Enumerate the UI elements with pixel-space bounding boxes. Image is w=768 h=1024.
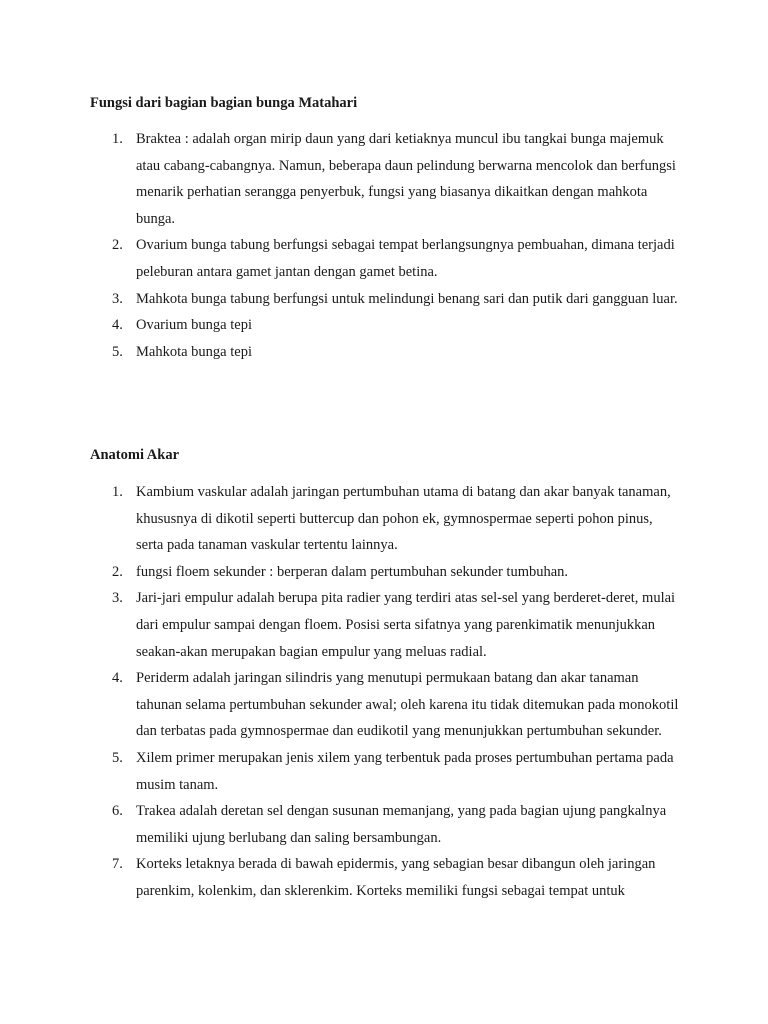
list-item-text: Periderm adalah jaringan silindris yang menutupi permukaan batang dan akar tanaman tahunan selama pertumbuhan sekunder awal; oleh karena itu tidak ditemukan pada monokotil dan terbatas pada gymnospermae dan eudikotil yang menunjukkan pertumbuhan sekunder. [136,670,679,740]
list-item-text: Mahkota bunga tabung berfungsi untuk melindungi benang sari dan putik dari gangguan luar. [136,290,678,307]
list-item-number: 2. [112,237,123,254]
list-item [0,798,768,851]
section-heading-bunga-matahari: Fungsi dari bagian bagian bunga Matahari [90,95,358,111]
list-item-number: 4. [112,317,123,334]
list-item-text: Xilem primer merupakan jenis xilem yang terbentuk pada proses pertumbuhan pertama pada musim tanam. [136,749,674,793]
list-item-number: 2. [112,563,123,580]
list-item-text: Korteks letaknya berada di bawah epidermis, yang sebagian besar dibangun oleh jaringan parenkim, kolenkim, dan sklerenkim. Korteks memiliki fungsi sebagai tempat untuk [136,856,656,899]
list-item-number: 7. [112,856,123,873]
section-heading-anatomi-akar: Anatomi Akar [90,447,180,463]
list-item-text: Mahkota bunga tepi [136,343,252,360]
list-fungsi-bunga-matahari [0,126,768,365]
list-item-text: Ovarium bunga tabung berfungsi sebagai tempat berlangsungnya pembuahan, dimana terjadi peleburan antara gamet jantan dengan gamet betina. [136,237,675,280]
list-item-number: 5. [112,343,123,360]
list-item [0,585,768,665]
list-item-text: Jari-jari empulur adalah berupa pita radier yang terdiri atas sel-sel yang berderet-deret, mulai dari empulur sampai dengan floem. Posisi serta sifatnya yang parenkimatik menunjukkan seakan-akan merupakan bagian empulur yang meluas radial. [136,590,676,660]
list-item [0,479,768,559]
list-item-text: Trakea adalah deretan sel dengan susunan memanjang, yang pada bagian ujung pangkalnya memiliki ujung berlubang dan saling bersambungan. [136,803,667,846]
list-item-text: Ovarium bunga tepi [136,317,252,334]
list-item [0,339,768,366]
list-item [0,559,768,586]
list-item [0,851,768,904]
list-item-text: fungsi floem sekunder : berperan dalam pertumbuhan sekunder tumbuhan. [136,563,569,580]
list-item-number: 1. [112,131,123,147]
list-item-number: 4. [112,670,123,687]
list-item-text: Braktea : adalah organ mirip daun yang dari ketiaknya muncul ibu tangkai bunga majemuk atau cabang-cabangnya. Namun, beberapa daun pelindung berwarna mencolok dan berfungsi menarik perhatian serangga penyerbuk, fungsi yang biasanya dikaitkan dengan mahkota bunga. [136,131,676,227]
list-anatomi-akar [0,479,768,905]
list-item-number: 5. [112,749,123,766]
list-item [0,286,768,313]
list-item-text: Kambium vaskular adalah jaringan pertumbuhan utama di batang dan akar banyak tanaman, khususnya di dikotil seperti buttercup dan pohon ek, gymnospermae seperti pohon pinus, serta pada tanaman vaskular tertentu lainnya. [136,484,671,554]
list-item [0,126,768,232]
list-item-number: 3. [112,590,123,607]
list-item-number: 6. [112,803,123,820]
list-item-number: 1. [112,484,123,500]
list-item-number: 3. [112,290,123,307]
list-item [0,232,768,285]
list-item [0,745,768,798]
list-item [0,312,768,339]
list-item [0,665,768,745]
